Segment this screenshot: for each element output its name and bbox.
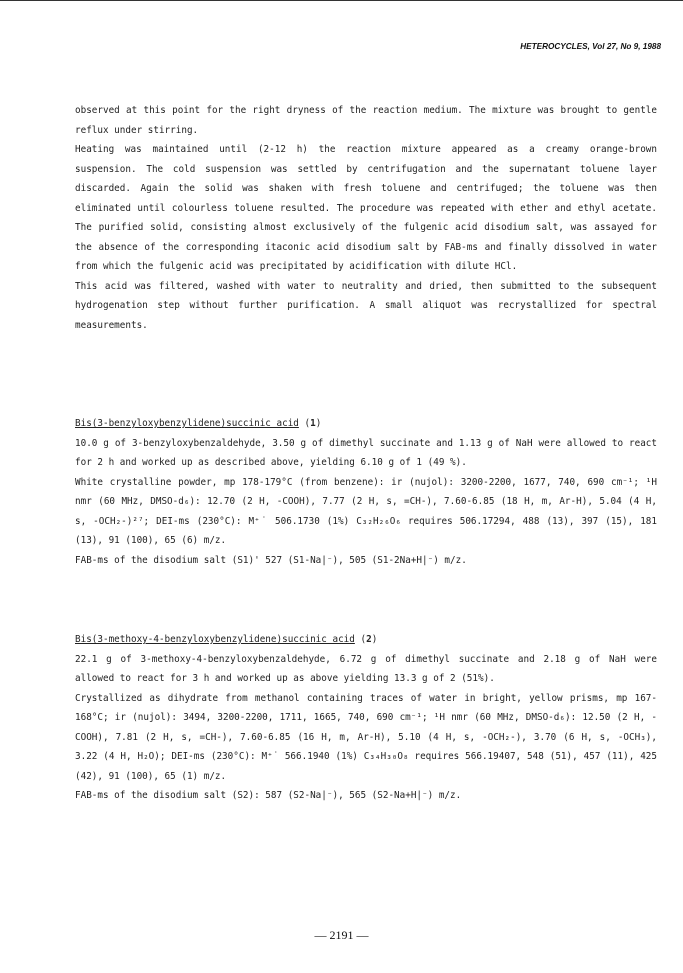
section-heading: Bis(3-methoxy-4-benzyloxybenzylidene)succinic acid (2) <box>75 634 378 645</box>
characterization-text: Crystallized as dihydrate from methanol containing traces of water in bright, yellow prisms, mp 167-168°C; ir (nujol): 3494, 3200-2200, 1711, 1665, 740, 690 cm⁻¹; ¹H nmr (60 MHz, DMSO-d₆): 12.50 (2 H, -COOH), 7.81 (2 H, s, =CH-), 7.60-6.85 (16 H, m, Ar-H), 5.10 (4 H, s, -OCH₂-), 3.70 (6 H, s, -OCH₃), 3.22 (4 H, H₂O); DEI-ms (230°C): M⁺˙ 566.1940 (1%) C₃₄H₃₀O₈ requires 566.19407, 548 (51), 457 (11), 425 (42), 91 (100), 65 (1) m/z. <box>75 692 657 782</box>
compound-1-section <box>75 414 657 570</box>
compound-number: 2 <box>366 634 372 645</box>
preparation-text: 10.0 g of 3-benzyloxybenzaldehyde, 3.50 g of dimethyl succinate and 1.13 g of NaH were allowed to react for 2 h and worked up as described above, yielding 6.10 g of 1 (49 %). <box>75 437 657 468</box>
top-border-line <box>0 0 683 1</box>
intro-text <box>75 101 657 335</box>
section-heading: Bis(3-benzyloxybenzylidene)succinic acid (1) <box>75 418 322 429</box>
fab-ms-text: FAB-ms of the disodium salt (S1)' 527 (S1-Na|⁻), 505 (S1-2Na+H|⁻) m/z. <box>75 554 467 566</box>
compound-title: Bis(3-benzyloxybenzylidene)succinic acid <box>75 418 299 429</box>
characterization-text: White crystalline powder, mp 178-179°C (from benzene): ir (nujol): 3200-2200, 1677, 740, 690 cm⁻¹; ¹H nmr (60 MHz, DMSO-d₆): 12.70 (2 H, -COOH), 7.77 (2 H, s, =CH-), 7.60-6.85 (18 H, m, Ar-H), 5.04 (4 H, s, -OCH₂-)²⁷; DEI-ms (230°C): M⁺˙ 506.1730 (1%) C₃₂H₂₆O₆ requires 506.17294, 488 (13), 397 (15), 181 (13), 91 (100), 65 (6) m/z. <box>75 476 657 546</box>
fab-ms-text: FAB-ms of the disodium salt (S2): 587 (S2-Na|⁻), 565 (S2-Na+H|⁻) m/z. <box>75 790 462 801</box>
page-number: — 2191 — <box>314 928 369 942</box>
running-head: HETEROCYCLES, Vol 27, No 9, 1988 <box>520 42 661 51</box>
compound-number: 1 <box>310 418 316 429</box>
preparation-text: 22.1 g of 3-methoxy-4-benzyloxybenzaldehyde, 6.72 g of dimethyl succinate and 2.18 g of NaH were allowed to react for 3 h and worked up as above yielding 13.3 g of 2 (51%). <box>75 653 657 684</box>
compound-2-section <box>75 630 657 806</box>
paragraph: observed at this point for the right dryness of the reaction medium. The mixture was brought to gentle reflux under stirring. <box>75 105 657 136</box>
compound-title: Bis(3-methoxy-4-benzyloxybenzylidene)succinic acid <box>75 634 355 645</box>
paragraph: Heating was maintained until (2-12 h) the reaction mixture appeared as a creamy orange-brown suspension. The cold suspension was settled by centrifugation and the supernatant toluene layer discarded. Again the solid was shaken with fresh toluene and centrifuged; the toluene was then eliminated until colourless toluene resulted. The procedure was repeated with ether and ethyl acetate. The purified solid, consisting almost exclusively of the fulgenic acid disodium salt, was assayed for the absence of the corresponding itaconic acid disodium salt by FAB-ms and finally dissolved in water from which the fulgenic acid was precipitated by acidification with dilute HCl. <box>75 144 657 272</box>
paragraph: This acid was filtered, washed with water to neutrality and dried, then submitted to the subsequent hydrogenation step without further purification. A small aliquot was recrystallized for spectral measurements. <box>75 280 657 331</box>
